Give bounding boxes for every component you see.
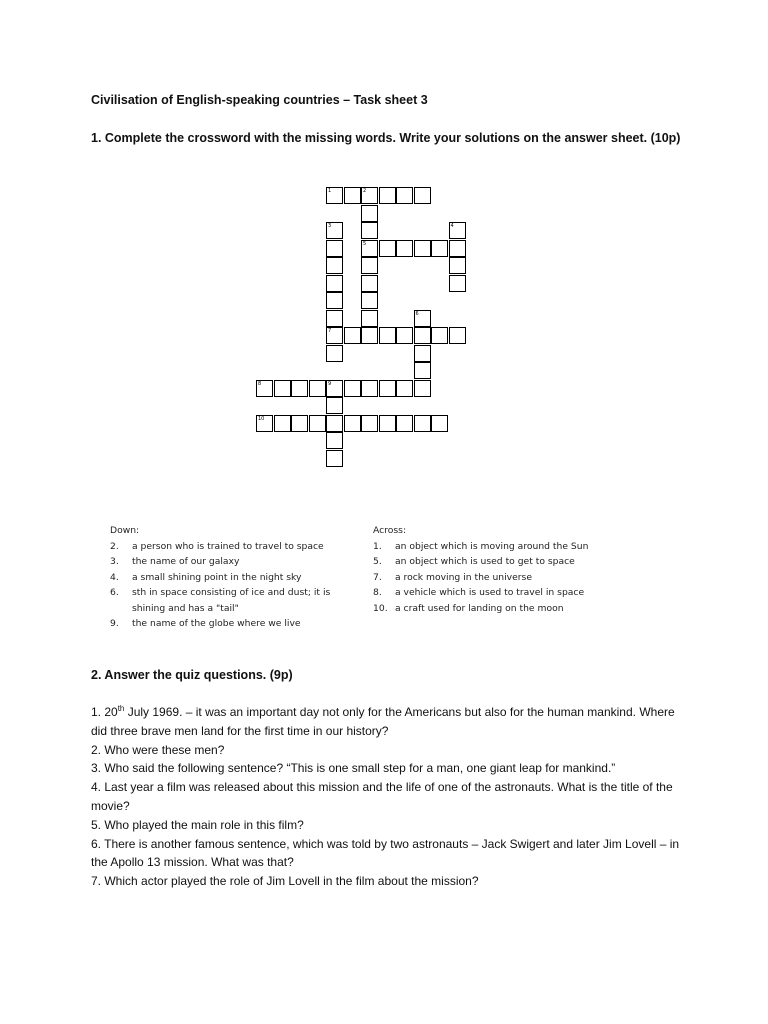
cell-number: 9	[328, 380, 332, 387]
clue-across-7	[373, 570, 623, 585]
crossword-cell	[361, 310, 378, 327]
crossword-cell	[379, 240, 396, 257]
clue-number: 6.	[110, 587, 119, 599]
crossword-cell	[431, 240, 448, 257]
cell-number: 8	[258, 380, 262, 387]
question-6: 6. There is another famous sentence, which was told by two astronauts – Jack Swigert and later Jim Lovell – in the Apollo 13 mission. What was that?	[91, 836, 680, 870]
question-2: 2. Who were these men?	[91, 742, 225, 757]
crossword-cell	[414, 327, 431, 344]
clue-text: a small shining point in the night sky	[132, 571, 302, 583]
clue-text: the name of the globe where we live	[132, 618, 301, 630]
clue-number: 4.	[110, 571, 119, 583]
crossword-cell	[449, 257, 466, 274]
down-clues-title: Down:	[110, 525, 140, 536]
clue-text: a rock moving in the universe	[395, 571, 532, 583]
across-clues	[373, 524, 623, 616]
crossword-cell	[414, 310, 431, 327]
task1-heading: 1. Complete the crossword with the missing words. Write your solutions on the answer sheet. (10p)	[91, 131, 681, 145]
crossword-cell	[344, 380, 361, 397]
task2-heading: 2. Answer the quiz questions. (9p)	[91, 668, 293, 682]
question-1-date: 1. 20	[91, 705, 118, 719]
crossword-cell	[396, 380, 413, 397]
clue-across-8	[373, 585, 623, 600]
cell-number: 3	[328, 223, 332, 229]
crossword-cell	[414, 187, 431, 204]
clue-text: sth in space consisting of ice and dust; it is shining and has a "tail"	[132, 587, 331, 614]
crossword-cell	[379, 327, 396, 344]
crossword-cell	[396, 240, 413, 257]
crossword-cell	[361, 205, 378, 222]
clue-down-6	[110, 585, 360, 616]
crossword-cell	[414, 415, 431, 432]
crossword-cell	[309, 415, 326, 432]
cell-number: 2	[363, 188, 367, 194]
clue-text: a person who is trained to travel to space	[132, 541, 324, 552]
cell-number: 10	[258, 415, 265, 422]
crossword-cell	[326, 257, 343, 274]
cell-number: 7	[328, 328, 332, 334]
crossword-cell	[361, 187, 378, 204]
cell-number: 5	[363, 240, 367, 247]
crossword-cell	[274, 415, 291, 432]
crossword-cell	[326, 240, 343, 257]
crossword-cell	[326, 397, 343, 414]
clue-text: a vehicle which is used to travel in space	[395, 587, 585, 599]
crossword-cell	[344, 187, 361, 204]
crossword-cell	[326, 275, 343, 292]
question-5: 5. Who played the main role in this film?	[91, 817, 304, 832]
clue-text: a craft used for landing on the moon	[395, 602, 564, 614]
crossword-cell	[414, 345, 431, 362]
clue-number: 1.	[373, 541, 382, 552]
crossword-cell	[449, 327, 466, 344]
question-4: 4. Last year a film was released about this mission and the life of one of the astronauts. What is the title of the movie?	[91, 780, 673, 813]
crossword-cell	[326, 310, 343, 327]
crossword-cell	[326, 450, 343, 467]
cell-number: 6	[415, 310, 419, 317]
crossword-cell	[361, 380, 378, 397]
crossword-cell	[326, 432, 343, 449]
crossword-cell	[379, 380, 396, 397]
crossword-cell	[361, 292, 378, 309]
clue-text: the name of our galaxy	[132, 556, 240, 568]
clue-number: 8.	[373, 587, 382, 599]
crossword-cell	[361, 222, 378, 239]
crossword-cell	[361, 240, 378, 257]
crossword-cell	[361, 257, 378, 274]
crossword-cell	[274, 380, 291, 397]
clue-number: 10.	[373, 602, 388, 614]
clue-down-3	[110, 554, 360, 569]
crossword-cell	[379, 187, 396, 204]
across-clues-title: Across:	[373, 525, 407, 536]
crossword-cell	[326, 187, 343, 204]
crossword-cell	[449, 275, 466, 292]
question-3: 3. Who said the following sentence? “This is one small step for a man, one giant leap for mankind.”	[91, 761, 616, 776]
clue-number: 3.	[110, 556, 119, 568]
crossword-cell	[379, 415, 396, 432]
clue-down-9	[110, 616, 360, 631]
clue-text: an object which is used to get to space	[395, 556, 575, 568]
crossword-cell	[396, 187, 413, 204]
clue-number: 5.	[373, 556, 382, 568]
crossword-cell	[396, 327, 413, 344]
crossword-cell	[256, 415, 273, 432]
crossword-cell	[256, 380, 273, 397]
clue-number: 7.	[373, 571, 382, 583]
clue-number: 2.	[110, 541, 119, 552]
crossword-cell	[344, 327, 361, 344]
crossword-cell	[326, 345, 343, 362]
clue-across-1	[373, 539, 623, 554]
crossword-cell	[309, 380, 326, 397]
clue-across-5	[373, 554, 623, 569]
crossword-cell	[344, 415, 361, 432]
clue-across-10	[373, 601, 623, 616]
crossword-cell	[326, 415, 343, 432]
crossword-cell	[326, 327, 343, 344]
crossword-cell	[326, 222, 343, 239]
document-title: Civilisation of English-speaking countries – Task sheet 3	[91, 93, 428, 107]
crossword-cell	[361, 415, 378, 432]
crossword-cell	[414, 362, 431, 379]
down-clues	[110, 524, 360, 631]
clue-down-2	[110, 539, 360, 554]
question-1-text: July 1969. – it was an important day not only for the Americans but also for the human mankind. Where did three brave men land for the first time in our history?	[91, 705, 675, 738]
crossword-cell	[326, 292, 343, 309]
question-7: 7. Which actor played the role of Jim Lovell in the film about the mission?	[91, 874, 479, 889]
crossword-cell	[361, 327, 378, 344]
clue-number: 9.	[110, 618, 119, 630]
crossword-cell	[431, 327, 448, 344]
crossword-cell	[449, 240, 466, 257]
crossword-cell	[291, 415, 308, 432]
quiz-questions	[91, 703, 691, 891]
crossword-cell	[414, 380, 431, 397]
clue-text: an object which is moving around the Sun	[395, 541, 589, 552]
crossword-cell	[396, 415, 413, 432]
crossword-cell	[326, 380, 343, 397]
crossword-cell	[431, 415, 448, 432]
crossword-cell	[449, 222, 466, 239]
cell-number: 1	[328, 188, 332, 194]
crossword-cell	[414, 240, 431, 257]
question-1	[91, 703, 691, 741]
question-1-ordinal: th	[117, 704, 125, 713]
crossword-cell	[291, 380, 308, 397]
crossword-cell	[361, 275, 378, 292]
clue-down-4	[110, 570, 360, 585]
cell-number: 4	[450, 223, 454, 229]
